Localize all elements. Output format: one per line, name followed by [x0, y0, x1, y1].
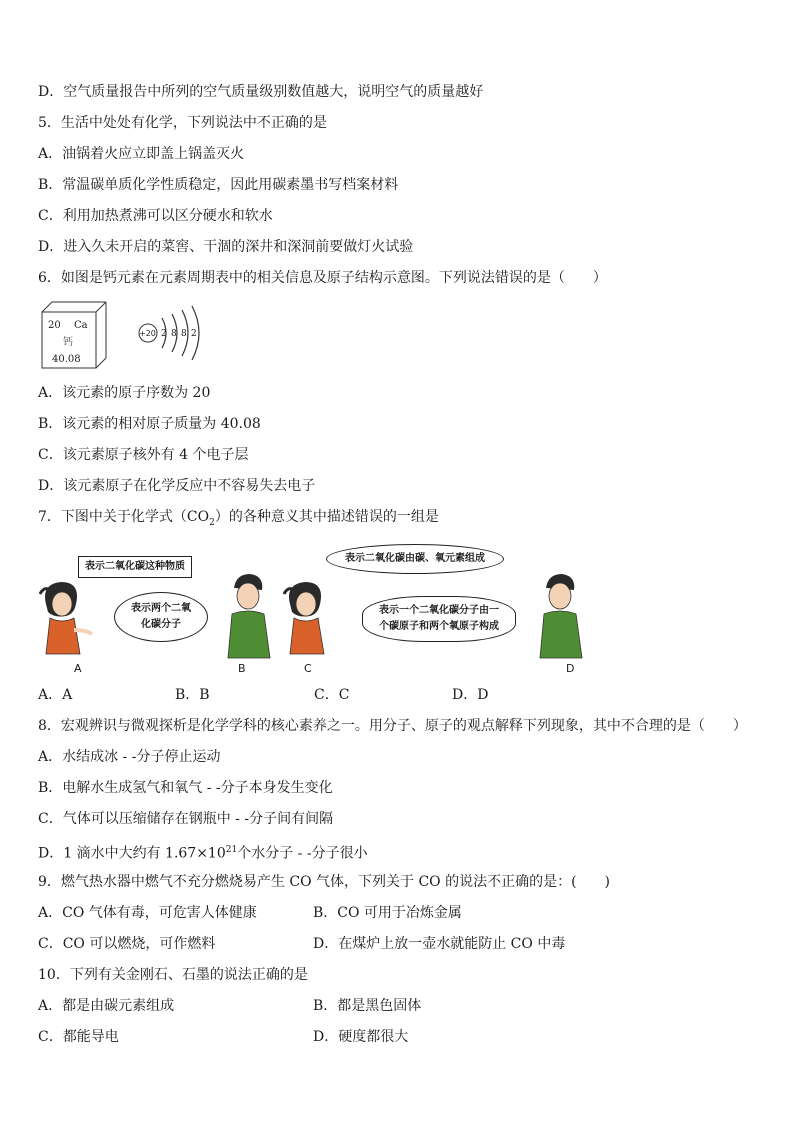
- bubble-b-line1: 表示两个二氧: [131, 603, 191, 614]
- q5-option-b: B．常温碳单质化学性质稳定，因此用碳素墨书写档案材料: [38, 177, 399, 193]
- element-mass: 40.08: [52, 354, 81, 365]
- shell-3-count: 8: [181, 329, 187, 339]
- caption-d: D: [566, 662, 575, 675]
- q7-stem-subscript: 2: [209, 517, 215, 528]
- bubble-c: 表示二氧化碳由碳、氧元素组成: [326, 544, 504, 574]
- bubble-d: [362, 596, 516, 642]
- shell-2-count: 8: [171, 329, 177, 339]
- nucleus-charge: +20: [139, 329, 156, 338]
- q9-option-a: A．CO 气体有毒，可危害人体健康: [38, 905, 257, 921]
- boy-b-figure: [224, 568, 274, 668]
- q9-option-d: D．在煤炉上放一壶水就能防止 CO 中毒: [313, 936, 566, 952]
- q8-option-a: A．水结成冰 - -分子停止运动: [38, 749, 221, 765]
- q7-stem: [38, 508, 439, 532]
- q6-option-c: C．该元素原子核外有 4 个电子层: [38, 447, 249, 463]
- q8-option-d: [38, 841, 368, 863]
- q10-option-d: D．硬度都很大: [313, 1029, 409, 1045]
- girl-a-figure: [36, 574, 96, 664]
- caption-b: B: [238, 662, 246, 675]
- boy-d-figure: [536, 568, 586, 668]
- q10-option-c: C．都能导电: [38, 1029, 119, 1045]
- girl-c-figure: [280, 574, 340, 664]
- q7-option-b: B．B: [175, 687, 210, 703]
- q9-option-c: C．CO 可以燃烧，可作燃料: [38, 936, 216, 952]
- q10-option-a: A．都是由碳元素组成: [38, 998, 175, 1014]
- q8-stem: 8．宏观辨识与微观探析是化学学科的核心素养之一。用分子、原子的观点解释下列现象，其中不合理的是（ ）: [38, 718, 747, 734]
- bubble-d-line2: 个碳原子和两个氧原子构成: [379, 621, 499, 632]
- q7-option-a: A．A: [38, 687, 73, 703]
- q9-option-b: B．CO 可用于冶炼金属: [313, 905, 462, 921]
- caption-a: A: [74, 662, 82, 675]
- element-name: 钙: [63, 337, 73, 348]
- bubble-b-line2: 化碳分子: [141, 619, 181, 630]
- q5-option-a: A．油锅着火应立即盖上锅盖灭火: [38, 146, 245, 162]
- shell-1-count: 2: [161, 329, 167, 339]
- q6-option-b: B．该元素的相对原子质量为 40.08: [38, 416, 261, 432]
- bubble-b: [114, 592, 208, 642]
- element-symbol: Ca: [74, 320, 88, 331]
- q5-stem: 5．生活中处处有化学，下列说法中不正确的是: [38, 115, 327, 131]
- caption-c: C: [304, 662, 312, 675]
- bubble-a: 表示二氧化碳这种物质: [78, 556, 192, 578]
- q5-option-d: D．进入久未开启的菜窖、干涸的深井和深洞前要做灯火试验: [38, 239, 414, 255]
- bubble-d-line1: 表示一个二氧化碳分子由一: [379, 605, 499, 616]
- q8-option-d-exponent: 21: [225, 845, 238, 855]
- q10-stem: 10．下列有关金刚石、石墨的说法正确的是: [38, 967, 308, 983]
- q8-option-b: B．电解水生成氢气和氧气 - -分子本身发生变化: [38, 780, 333, 796]
- atom-diagram: [139, 306, 199, 360]
- q6-option-d: D．该元素原子在化学反应中不容易失去电子: [38, 478, 316, 494]
- q8-option-d-suffix: 个水分子 - -分子很小: [237, 845, 368, 862]
- q8-option-d-prefix: D．1 滴水中大约有 1.67×10: [38, 845, 226, 862]
- q10-option-b: B．都是黑色固体: [313, 998, 422, 1014]
- q7-illustration: [36, 540, 596, 680]
- q7-option-c: C．C: [314, 687, 350, 703]
- shell-4-count: 2: [191, 329, 197, 339]
- q6-stem: 6．如图是钙元素在元素周期表中的相关信息及原子结构示意图。下列说法错误的是（ ）: [38, 270, 607, 286]
- calcium-figure: [38, 298, 208, 374]
- q5-option-c: C．利用加热煮沸可以区分硬水和软水: [38, 208, 273, 224]
- q7-option-d: D．D: [452, 687, 489, 703]
- q7-stem-prefix: 7．下图中关于化学式（CO: [38, 509, 210, 525]
- q6-option-a: A．该元素的原子序数为 20: [38, 385, 211, 401]
- q7-stem-suffix: ）的各种意义其中描述错误的一组是: [214, 509, 439, 525]
- q8-option-c: C．气体可以压缩储存在钢瓶中 - -分子间有间隔: [38, 811, 334, 827]
- q4-option-d: D．空气质量报告中所列的空气质量级别数值越大，说明空气的质量越好: [38, 84, 484, 100]
- element-number: 20: [48, 320, 61, 331]
- q9-stem: 9．燃气热水器中燃气不充分燃烧易产生 CO 气体，下列关于 CO 的说法不正确的是：( ): [38, 874, 611, 890]
